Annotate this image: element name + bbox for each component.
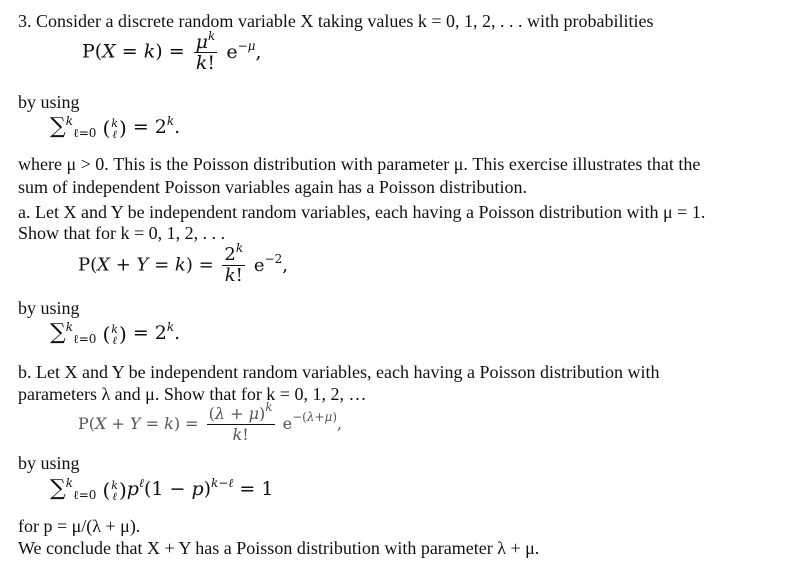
equation-1: P(X = k) = $\frac{\mu^k}{k!}$ $e^{-\mu}$,	[82, 29, 262, 74]
by-using-1: by using	[18, 92, 80, 112]
equation-2: P(X + Y = k) = $\frac{2^k}{k!}$ $e^{-2}$,	[78, 241, 288, 286]
by-using-2: by using	[18, 298, 80, 318]
part-b-line-2: parameters λ and μ. Show that for k = 0, 1, 2, …	[18, 384, 367, 404]
part-a-line-2: Show that for k = 0, 1, 2, . . .	[18, 223, 226, 243]
where-line-1: where μ > 0. This is the Poisson distribution with parameter μ. This exercise illustrates that the	[18, 154, 701, 174]
for-p-line: for p = μ/(λ + μ).	[18, 516, 141, 536]
intro-text: 3. Consider a discrete random variable X taking values k = 0, 1, 2, . . . with probabilities	[18, 11, 654, 31]
part-a-line-1: a. Let X and Y be independent random variables, each having a Poisson distribution with μ = 1.	[18, 202, 706, 222]
where-line-2: sum of independent Poisson variables again has a Poisson distribution.	[18, 177, 527, 197]
sum-identity-1: ∑$^k_{\ell=0}$ (k ℓ ) = $2^k$.	[50, 114, 181, 142]
sum-identity-2: ∑$^k_{\ell=0}$ (k ℓ ) = $2^k$.	[50, 320, 181, 348]
by-using-3: by using	[18, 453, 80, 473]
intro-line	[18, 10, 654, 32]
part-b-line-1: b. Let X and Y be independent random variables, each having a Poisson distribution with	[18, 362, 660, 382]
equation-3: P(X + Y = k) = $\frac{(\lambda + \mu)^k}{k!}$ $e^{-(\lambda+\mu)}$,	[78, 400, 343, 444]
conclusion-line: We conclude that X + Y has a Poisson distribution with parameter λ + μ.	[18, 538, 540, 558]
sum-identity-3: ∑$^k_{\ell=0}$ (k ℓ )$p^\ell(1 - p)^{k-\ell} = 1$	[50, 476, 274, 504]
